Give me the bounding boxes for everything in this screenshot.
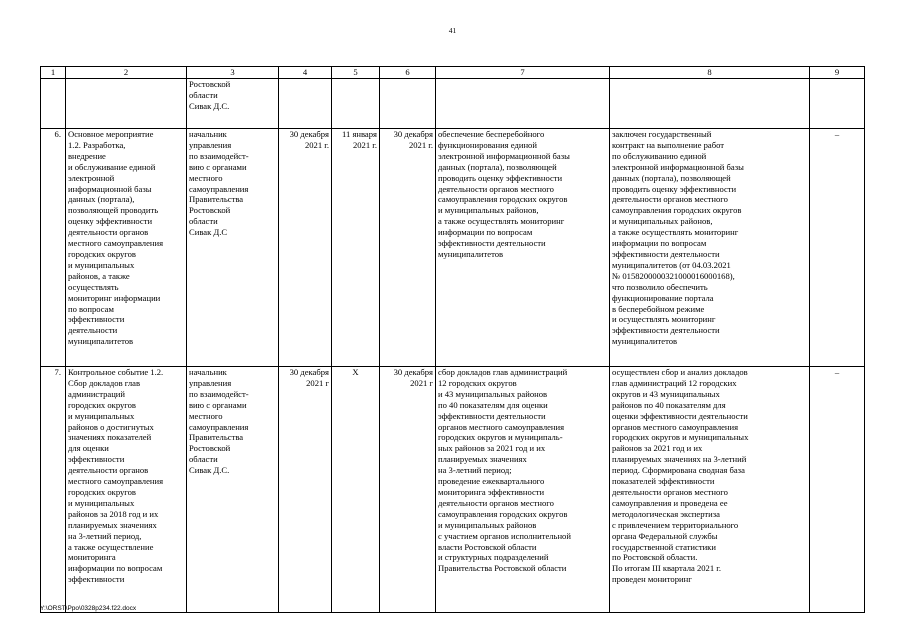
planned-result-cell: сбор докладов глав администраций 12 городских округов и 43 муниципальных районов по 40 показателям для оценки эффективности деятельности органов местного самоуправления городских округов и муниципаль- ных районов за 2021 год и их планируемых значениях на 3-летний период; проведение ежеквартального мониторинга эффективности деятельности органов местного самоуправления городских округов и муниципальных районов с участием органов исполнительной власти Ростовской области и структурных подразделений Правительства Ростовской области <box>436 367 610 613</box>
continuation-row <box>41 79 865 129</box>
table-cell <box>41 79 66 129</box>
activity-cell: Контрольное событие 1.2. Сбор докладов глав администраций городских округов и муниципальных районов о достигнутых значениях показателей для оценки эффективности деятельности органов местного самоуправления городских округов и муниципальных районов за 2018 год и их планируемых значениях на 3-летний период, а также осуществление мониторинга информации по вопросам эффективности <box>66 367 187 613</box>
table-row <box>41 129 865 367</box>
actual-result-cell: заключен государственный контракт на выполнение работ по обслуживанию единой электронной информационной базы данных (портала), позволяющей проводить оценку эффективности деятельности органов местного самоуправления городских округов и муниципальных районов, а также осуществлять мониторинг информации по вопросам эффективности деятельности муниципалитетов (от 04.03.2021 № 0158200000321000016000168), что позволило обеспечить функционирование портала в бесперебойном режиме и осуществлять мониторинг эффективности деятельности муниципалитетов <box>610 129 810 367</box>
planned-result-cell: обеспечение бесперебойного функционирования единой электронной информационной базы данных (портала), позволяющей проводить оценку эффективности деятельности органов местного самоуправления городских округов и муниципальных районов, а также осуществлять мониторинг информации по вопросам эффективности деятельности муниципалитетов <box>436 129 610 367</box>
responsible-cell: начальник управления по взаимодейст- вию с органами местного самоуправления Правительства Ростовской области Сивак Д.С. <box>187 367 279 613</box>
date-cell: 30 декабря 2021 г. <box>279 129 332 367</box>
table-cell <box>380 79 436 129</box>
header-cell: 7 <box>436 67 610 79</box>
table-cell <box>610 79 810 129</box>
date-cell: 30 декабря 2021 г. <box>380 129 436 367</box>
header-cell: 3 <box>187 67 279 79</box>
header-cell: 5 <box>332 67 380 79</box>
notes-cell: – <box>810 367 865 613</box>
file-path-footer: Y:\ORST\Ppo\0328p234.f22.docx <box>40 605 137 612</box>
notes-cell: – <box>810 129 865 367</box>
row-number: 7. <box>41 367 66 613</box>
header-cell: 1 <box>41 67 66 79</box>
header-cell: 9 <box>810 67 865 79</box>
table-cell <box>332 79 380 129</box>
table-cell <box>66 79 187 129</box>
table-row <box>41 367 865 613</box>
responsible-cell: начальник управления по взаимодейст- вию с органами местного самоуправления Правительства Ростовской области Сивак Д.С <box>187 129 279 367</box>
date-cell: 11 января 2021 г. <box>332 129 380 367</box>
header-cell: 2 <box>66 67 187 79</box>
table-cell <box>810 79 865 129</box>
date-cell: 30 декабря 2021 г <box>279 367 332 613</box>
row-number: 6. <box>41 129 66 367</box>
table-cell <box>279 79 332 129</box>
actual-result-cell: осуществлен сбор и анализ докладов глав администраций 12 городских округов и 43 муниципальных районов по 40 показателям для оценки эффективности деятельности органов местного самоуправления городских округов и муниципальных районов за 2021 год и их планируемых значениях на 3-летний период. Сформирована сводная база показателей эффективности деятельности органов местного самоуправления и проведена ее методологическая экспертиза с привлечением территориального органа Федеральной службы государственной статистики по Ростовской области. По итогам III квартала 2021 г. проведен мониторинг <box>610 367 810 613</box>
header-cell: 8 <box>610 67 810 79</box>
date-cell: X <box>332 367 380 613</box>
header-row <box>41 67 865 79</box>
header-cell: 4 <box>279 67 332 79</box>
date-cell: 30 декабря 2021 г <box>380 367 436 613</box>
page-number: 41 <box>448 26 457 35</box>
activity-cell: Основное мероприятие 1.2. Разработка, внедрение и обслуживание единой электронной информационной базы данных (портала), позволяющей проводить оценку эффективности деятельности органов местного самоуправления городских округов и муниципальных районов, а также осуществлять мониторинг информации по вопросам эффективности деятельности муниципалитетов <box>66 129 187 367</box>
header-cell: 6 <box>380 67 436 79</box>
table-cell <box>436 79 610 129</box>
responsible-cell: Ростовской области Сивак Д.С. <box>187 79 279 129</box>
report-table <box>40 66 865 613</box>
